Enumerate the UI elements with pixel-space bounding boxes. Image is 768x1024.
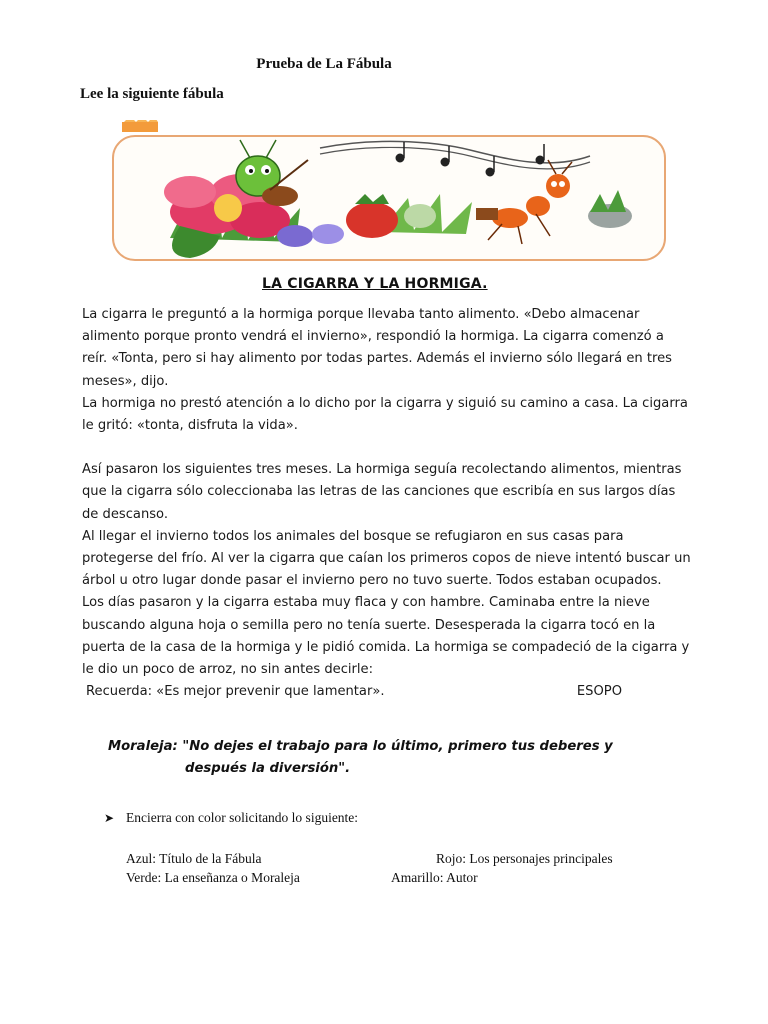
- story-paragraph: Así pasaron los siguientes tres meses. La hormiga seguía recolectando alimentos, mientras que la cigarra sólo coleccionaba las letras de las canciones que escribía en sus largos días de descanso.: [82, 462, 682, 522]
- moral-text: [108, 736, 668, 780]
- color-key: [126, 849, 646, 887]
- closing-quote: Recuerda: «Es mejor prevenir que lamentar».: [86, 684, 385, 700]
- task-text: Encierra con color solicitando lo siguiente:: [126, 810, 359, 825]
- color-key-yellow: Amarillo: Autor: [391, 870, 478, 885]
- ornament-icon: [122, 120, 158, 132]
- fable-illustration: [110, 120, 668, 262]
- story-body: [82, 304, 692, 703]
- page-title: Prueba de La Fábula: [256, 56, 392, 72]
- story-paragraph: La cigarra le preguntó a la hormiga porque llevaba tanto alimento. «Debo almacenar alimento porque pronto vendrá el invierno», respondió la hormiga. La cigarra comenzó a reír. «Tonta, pero si hay alimento por todas partes. Además el invierno sólo llegará en tres meses», dijo.: [82, 307, 672, 389]
- author-name: ESOPO: [576, 684, 622, 700]
- arrow-bullet-icon: ➤: [104, 810, 115, 825]
- instruction-text: Lee la siguiente fábula: [80, 86, 224, 102]
- story-paragraph: La hormiga no prestó atención a lo dicho por la cigarra y siguió su camino a casa. La cigarra le gritó: «tonta, disfruta la vida».: [82, 395, 688, 434]
- moral-line-2: después la diversión".: [185, 761, 351, 776]
- story-title: LA CIGARRA Y LA HORMIGA.: [262, 276, 488, 292]
- color-key-blue: Azul: Título de la Fábula: [126, 851, 262, 866]
- task-instruction: [104, 810, 358, 826]
- color-key-green: Verde: La enseñanza o Moraleja: [126, 870, 300, 885]
- color-key-red: Rojo: Los personajes principales: [436, 851, 613, 866]
- closing-line: [82, 681, 692, 703]
- story-paragraph: Los días pasaron y la cigarra estaba muy flaca y con hambre. Caminaba entre la nieve buscando alguna hoja o semilla pero no tenía suerte. Desesperada la cigarra tocó en la puerta de la casa de la hormiga y le pidió comida. La hormiga se compadeció de la cigarra y le dio un poco de arroz, no sin antes decirle:: [82, 595, 690, 678]
- moral-line-1: Moraleja: "No dejes el trabajo para lo último, primero tus deberes y: [108, 739, 613, 754]
- story-paragraph: Al llegar el invierno todos los animales del bosque se refugiaron en sus casas para protegerse del frío. Al ver la cigarra que caían los primeros copos de nieve intentó buscar un árbol u otro lugar donde pasar el invierno pero no tuvo suerte. Todos estaban ocupados.: [82, 528, 691, 589]
